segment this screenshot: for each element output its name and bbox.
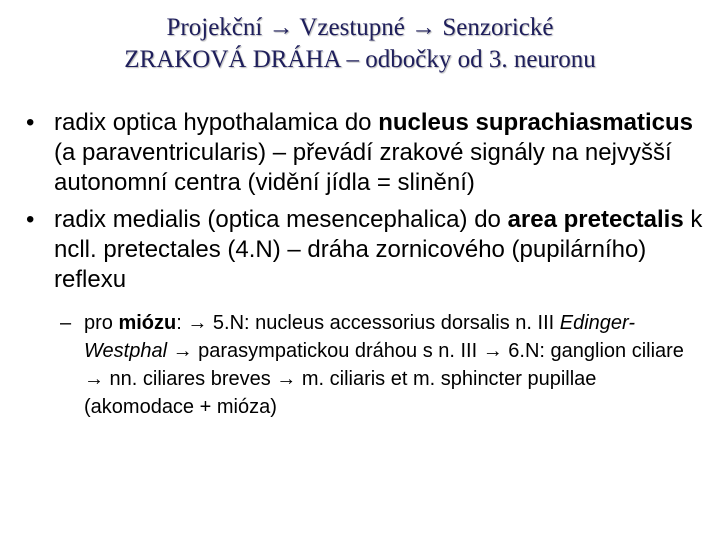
subbullet-marker: –	[60, 312, 72, 334]
bullet-marker: •	[26, 206, 35, 233]
subbullet-text: pro	[84, 312, 119, 334]
subbullet-text: → parasympatickou dráhou s n. III → 6.N: ganglion ciliare → nn. ciliares breves → m. ciliaris et m. sphincter pupillae (akomodace + mióza)	[84, 340, 684, 418]
bullet-text: radix optica hypothalamica do	[54, 109, 379, 136]
bullet-bold-term: area pretectalis	[507, 206, 684, 233]
bullet-bold-term: nucleus suprachiasmaticus	[378, 109, 693, 136]
slide-title	[0, 12, 720, 76]
bullet-item-radix-optica-hypothalamica	[26, 108, 706, 198]
slide-content	[26, 108, 706, 421]
bullet-text: (a paraventricularis) – převádí zrakové signály na nejvyšší autonomní centra (vidění jídla = slinění)	[54, 139, 672, 196]
subbullet-bold-term: miózu	[118, 312, 177, 334]
slide-title-line-1: Projekční → Vzestupné → Senzorické	[166, 14, 554, 41]
subbullet-text: : → 5.N: nucleus accessorius dorsalis n. III	[176, 312, 560, 334]
bullet-text: k ncll. pretectales (4.N) – dráha zornicového (pupilárního) reflexu	[54, 206, 703, 293]
bullet-text: radix medialis (optica mesencephalica) do	[54, 206, 508, 233]
bullet-item-radix-medialis	[26, 205, 706, 295]
slide-title-line-2: ZRAKOVÁ DRÁHA – odbočky od 3. neuronu	[124, 46, 596, 73]
bullet-marker: •	[26, 109, 35, 136]
subbullet-italic-term: Edinger-Westphal	[84, 312, 635, 362]
subbullet-item-mioza	[60, 309, 706, 421]
